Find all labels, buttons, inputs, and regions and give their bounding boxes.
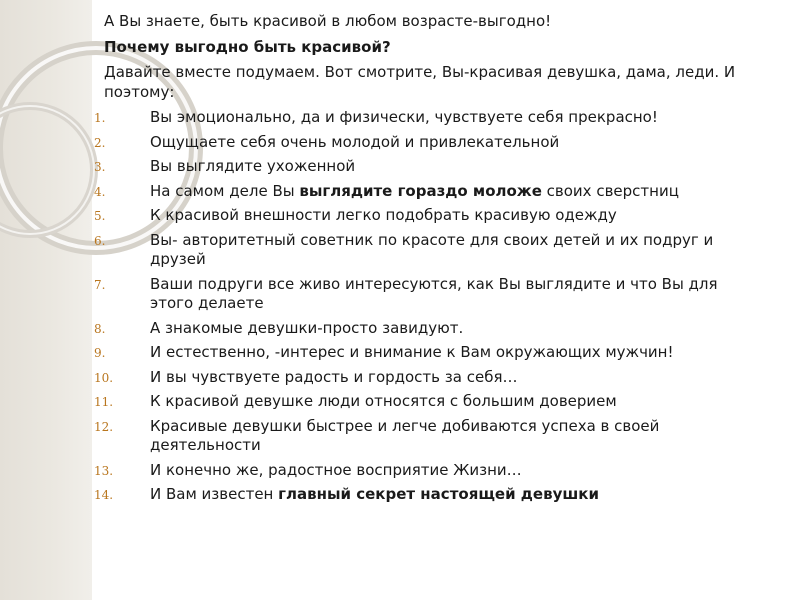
list-item-text-end: своих сверстниц [541,181,679,200]
list-number: 3. [94,160,106,174]
list-item [94,367,756,388]
list-item-text: Ощущаете себя очень молодой и привлекательной [150,132,560,151]
list-number: 5. [94,209,106,223]
list-item-text: Вы- авторитетный советник по красоте для своих детей и их подруг и друзей [150,230,714,268]
list-item [94,206,756,226]
list-item-text: И естественно, -интерес и внимание к Вам окружающих мужчин! [150,343,674,361]
list-item-text: К красивой внешности легко подобрать красивую одежду [150,206,617,224]
list-item-text: К красивой девушке люди относятся с большим доверием [150,392,617,410]
list-item-text: И конечно же, радостное восприятие Жизни… [150,460,522,479]
list-item [94,318,756,339]
list-item [94,485,756,505]
list-number: 10. [94,370,114,385]
list-item-text: Красивые девушки быстрее и легче добиваются успеха в своей деятельности [150,416,660,454]
list-number: 1. [94,111,106,125]
list-number: 7. [94,277,106,292]
list-item-text: А знакомые девушки-просто завидуют. [150,318,464,337]
list-number: 9. [94,346,106,360]
list-item-text: Ваши подруги все живо интересуются, как Вы выглядите и что Вы для этого делаете [150,274,718,312]
list-item [94,230,756,270]
list-item [94,274,756,314]
slide-content [94,12,756,510]
list-number: 2. [94,135,106,150]
list-number: 13. [94,463,114,478]
list-number: 4. [94,184,106,199]
benefits-list [94,108,756,505]
list-item-emphasis: главный секрет настоящей девушки [278,485,599,503]
list-item [94,108,756,128]
list-item [94,416,756,456]
list-item [94,181,756,202]
list-item [94,132,756,153]
list-number: 12. [94,419,114,434]
list-item-text: И вы чувствуете радость и гордость за себя… [150,367,518,386]
list-item-text: Вы эмоционально, да и физически, чувствуете себя прекрасно! [150,108,658,126]
list-number: 6. [94,233,106,248]
intro-line: А Вы знаете, быть красивой в любом возрасте-выгодно! [104,12,552,30]
list-item [94,460,756,481]
list-number: 8. [94,321,106,336]
list-item-text-start: На самом деле Вы [150,181,300,200]
list-number: 14. [94,488,114,502]
slide-question: Почему выгодно быть красивой? [104,37,391,56]
list-item-text: Вы выглядите ухоженной [150,157,356,175]
list-number: 11. [94,395,114,409]
list-item-emphasis: выглядите гораздо моложе [299,181,542,200]
list-item [94,392,756,412]
intro-paragraph: Давайте вместе подумаем. Вот смотрите, Вы-красивая девушка, дама, леди. И поэтому: [104,63,736,101]
list-item [94,343,756,363]
list-item-text-start: И Вам известен [150,485,279,503]
list-item [94,157,756,177]
